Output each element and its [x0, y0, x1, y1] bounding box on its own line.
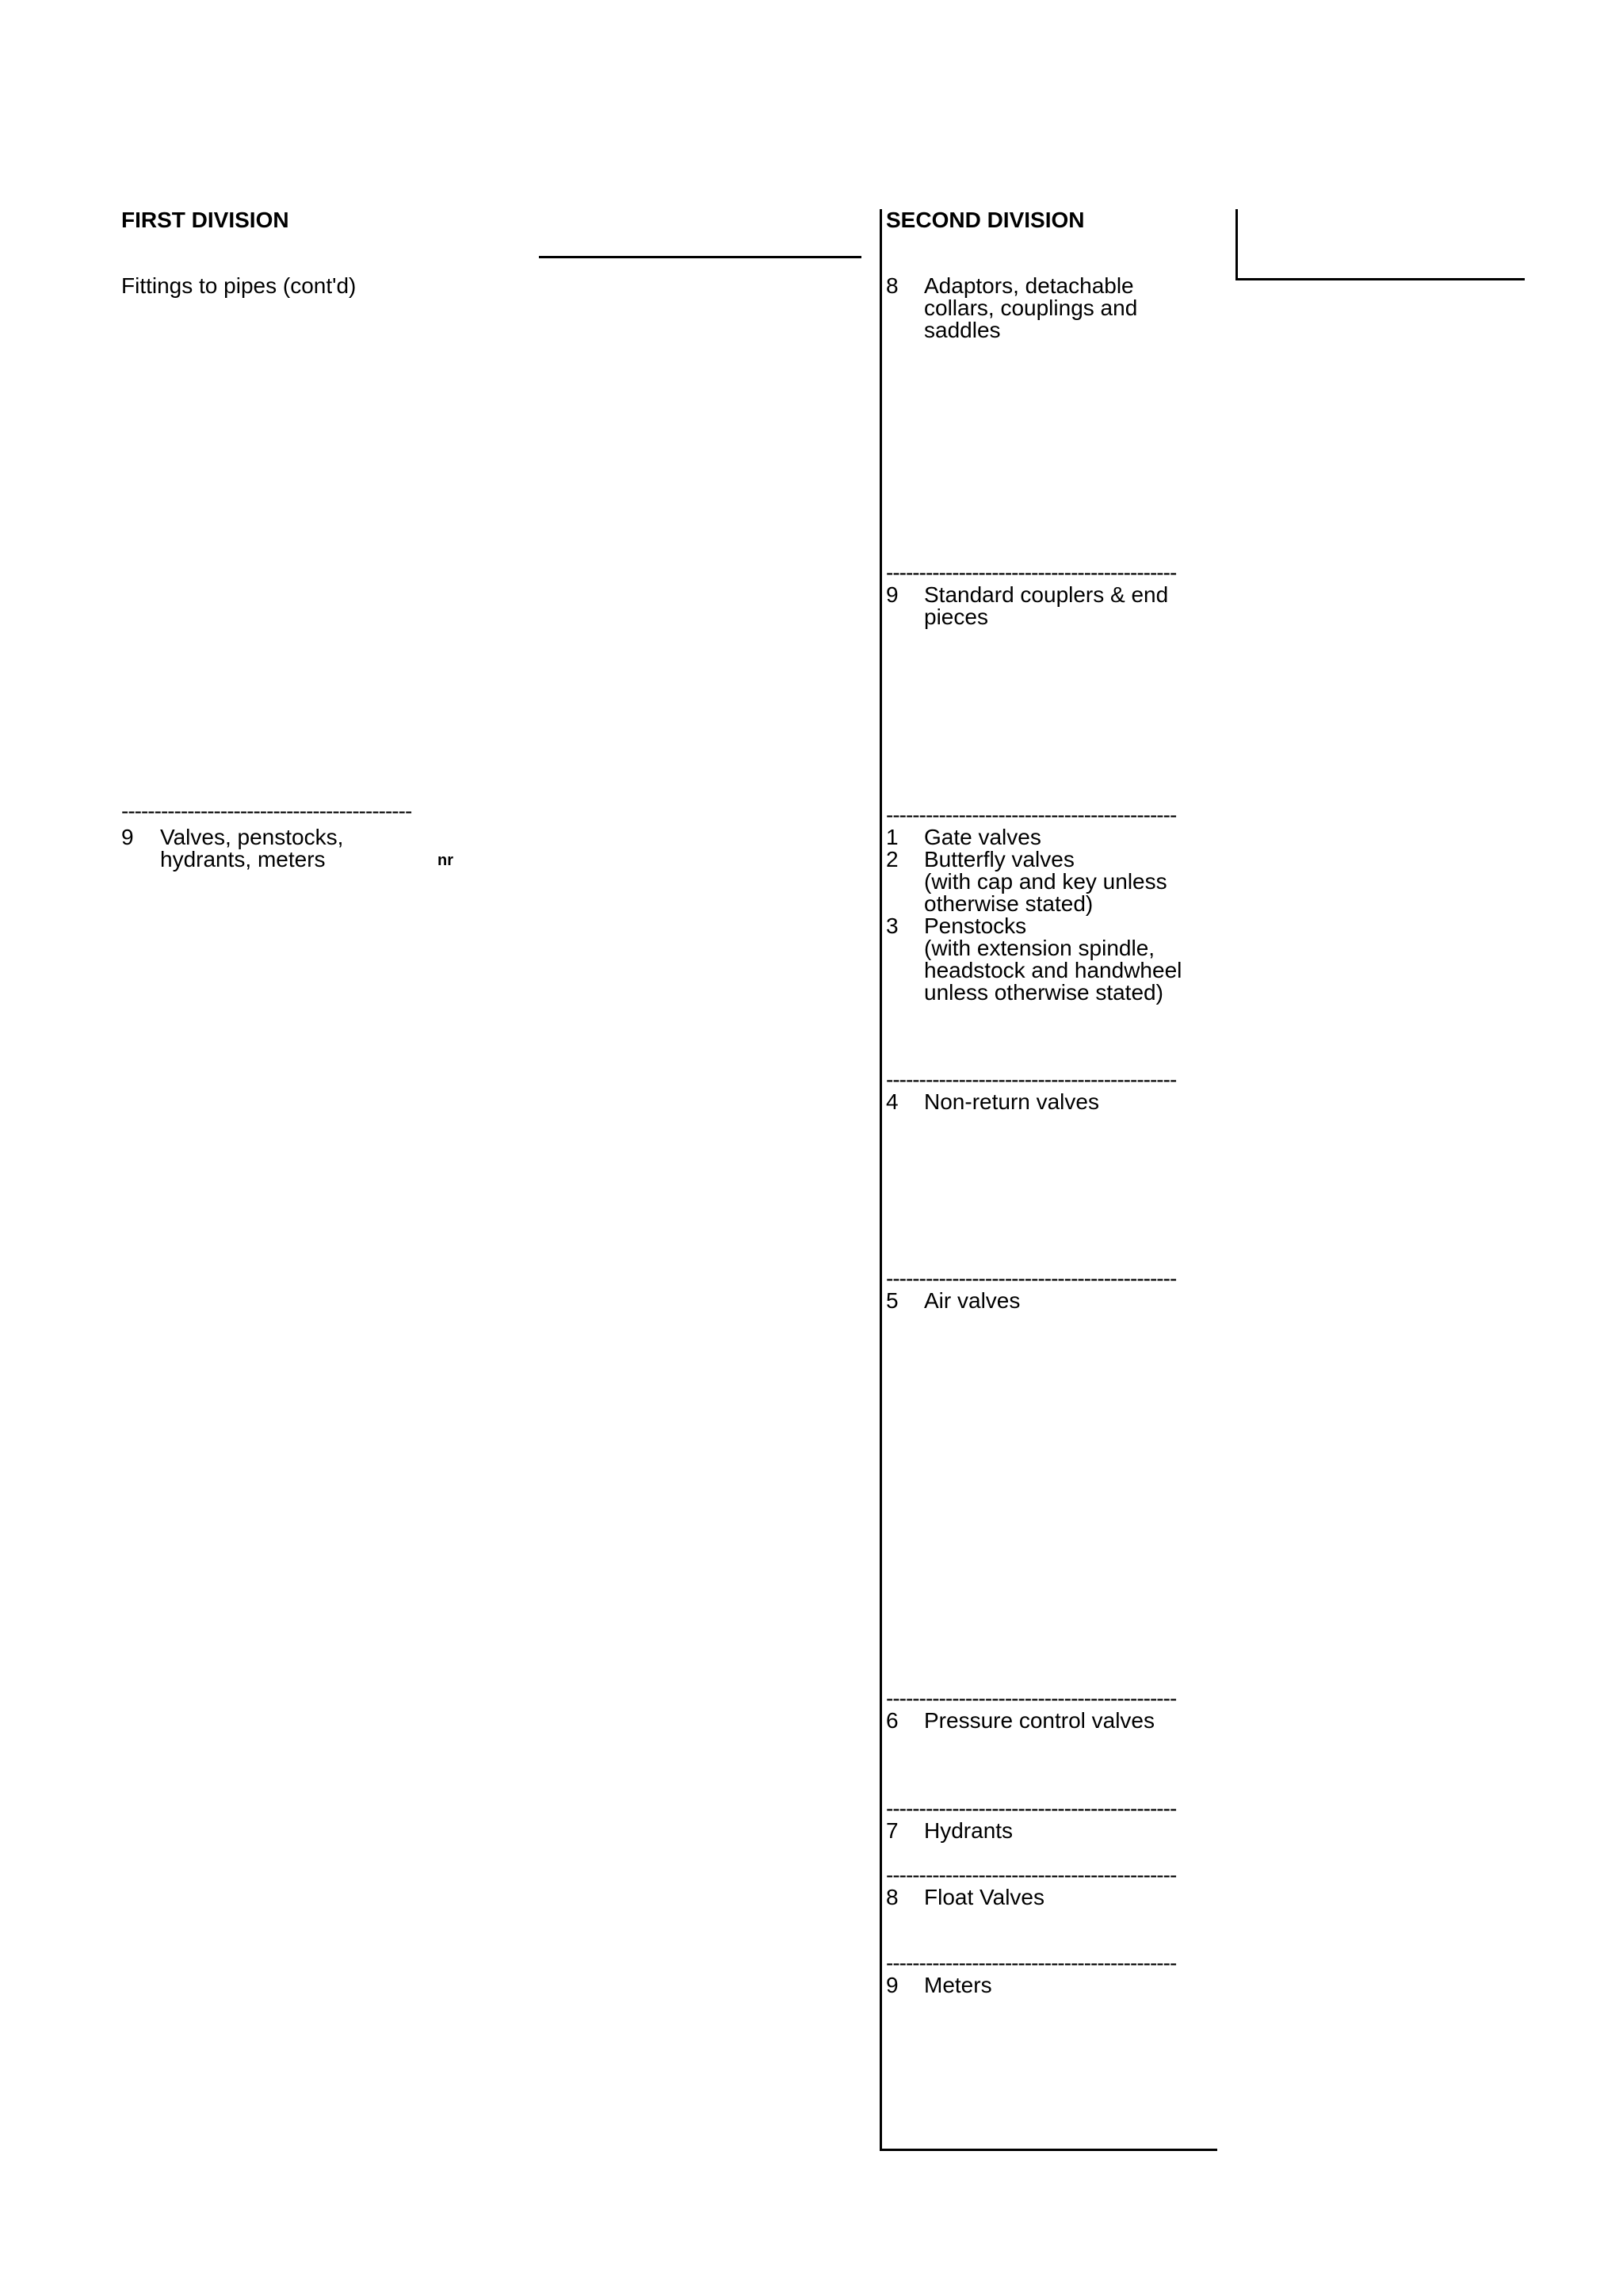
- separator: --------------------------------------------: [886, 562, 1177, 584]
- item-line: saddles: [924, 318, 1001, 342]
- item-line: collars, couplings and: [924, 296, 1138, 320]
- separator: --------------------------------------------: [886, 1864, 1177, 1886]
- item-line: Meters: [924, 1973, 992, 1997]
- item-number: 2: [886, 847, 899, 871]
- unit-label: nr: [437, 852, 453, 869]
- item-number: 1: [886, 825, 899, 849]
- item-line: Butterfly valves: [924, 847, 1075, 871]
- item-description: [924, 915, 1182, 1004]
- separator: --------------------------------------------: [886, 1069, 1177, 1091]
- item-description: [924, 1820, 1013, 1842]
- item-line: otherwise stated): [924, 891, 1094, 916]
- item-number: 8: [886, 273, 899, 298]
- third-column-header-rule: [1235, 278, 1525, 280]
- item-line: Float Valves: [924, 1885, 1044, 1909]
- item-line: Pressure control valves: [924, 1708, 1155, 1733]
- item-number: 5: [886, 1288, 899, 1313]
- item-line: Hydrants: [924, 1818, 1014, 1843]
- item-description: [924, 1710, 1155, 1732]
- second-division-heading: SECOND DIVISION: [886, 208, 1085, 232]
- separator: --------------------------------------------: [886, 1688, 1177, 1710]
- item-description: [924, 1091, 1099, 1113]
- item-description: [924, 826, 1041, 849]
- second-division-bottom-border: [880, 2149, 1217, 2151]
- item-line: Valves, penstocks,: [160, 825, 344, 849]
- item-number: 7: [886, 1818, 899, 1843]
- first-division-subheading: Fittings to pipes (cont'd): [121, 273, 357, 298]
- second-division-left-border: [880, 209, 882, 2151]
- item-line: unless otherwise stated): [924, 980, 1163, 1005]
- item-line: (with cap and key unless: [924, 869, 1167, 894]
- separator: --------------------------------------------: [886, 1952, 1177, 1974]
- separator: --------------------------------------------: [886, 1798, 1177, 1820]
- first-division-item-number: 9: [121, 825, 134, 849]
- item-line: (with extension spindle,: [924, 936, 1155, 960]
- item-line: pieces: [924, 605, 988, 629]
- third-column-left-border: [1235, 209, 1238, 280]
- item-number: 6: [886, 1708, 899, 1733]
- item-number: 8: [886, 1885, 899, 1909]
- separator: --------------------------------------------: [886, 1268, 1177, 1290]
- item-line: headstock and handwheel: [924, 958, 1182, 982]
- first-division-item-description: [160, 826, 343, 871]
- item-number: 9: [886, 582, 899, 607]
- first-division-separator: --------------------------------------------: [121, 800, 412, 822]
- item-line: Non-return valves: [924, 1089, 1099, 1114]
- item-description: [924, 584, 1168, 628]
- item-description: [924, 275, 1137, 341]
- item-description: [924, 1974, 992, 1997]
- item-line: Air valves: [924, 1288, 1021, 1313]
- item-line: Adaptors, detachable: [924, 273, 1134, 298]
- item-number: 4: [886, 1089, 899, 1114]
- item-line: Gate valves: [924, 825, 1041, 849]
- item-number: 3: [886, 913, 899, 938]
- item-description: [924, 1290, 1020, 1312]
- item-line: hydrants, meters: [160, 847, 326, 871]
- item-description: [924, 1886, 1044, 1909]
- item-line: Standard couplers & end: [924, 582, 1169, 607]
- item-description: [924, 849, 1167, 915]
- first-division-heading: FIRST DIVISION: [121, 208, 289, 232]
- item-line: Penstocks: [924, 913, 1027, 938]
- first-division-header-rule: [539, 256, 861, 258]
- item-number: 9: [886, 1973, 899, 1997]
- separator: --------------------------------------------: [886, 804, 1177, 826]
